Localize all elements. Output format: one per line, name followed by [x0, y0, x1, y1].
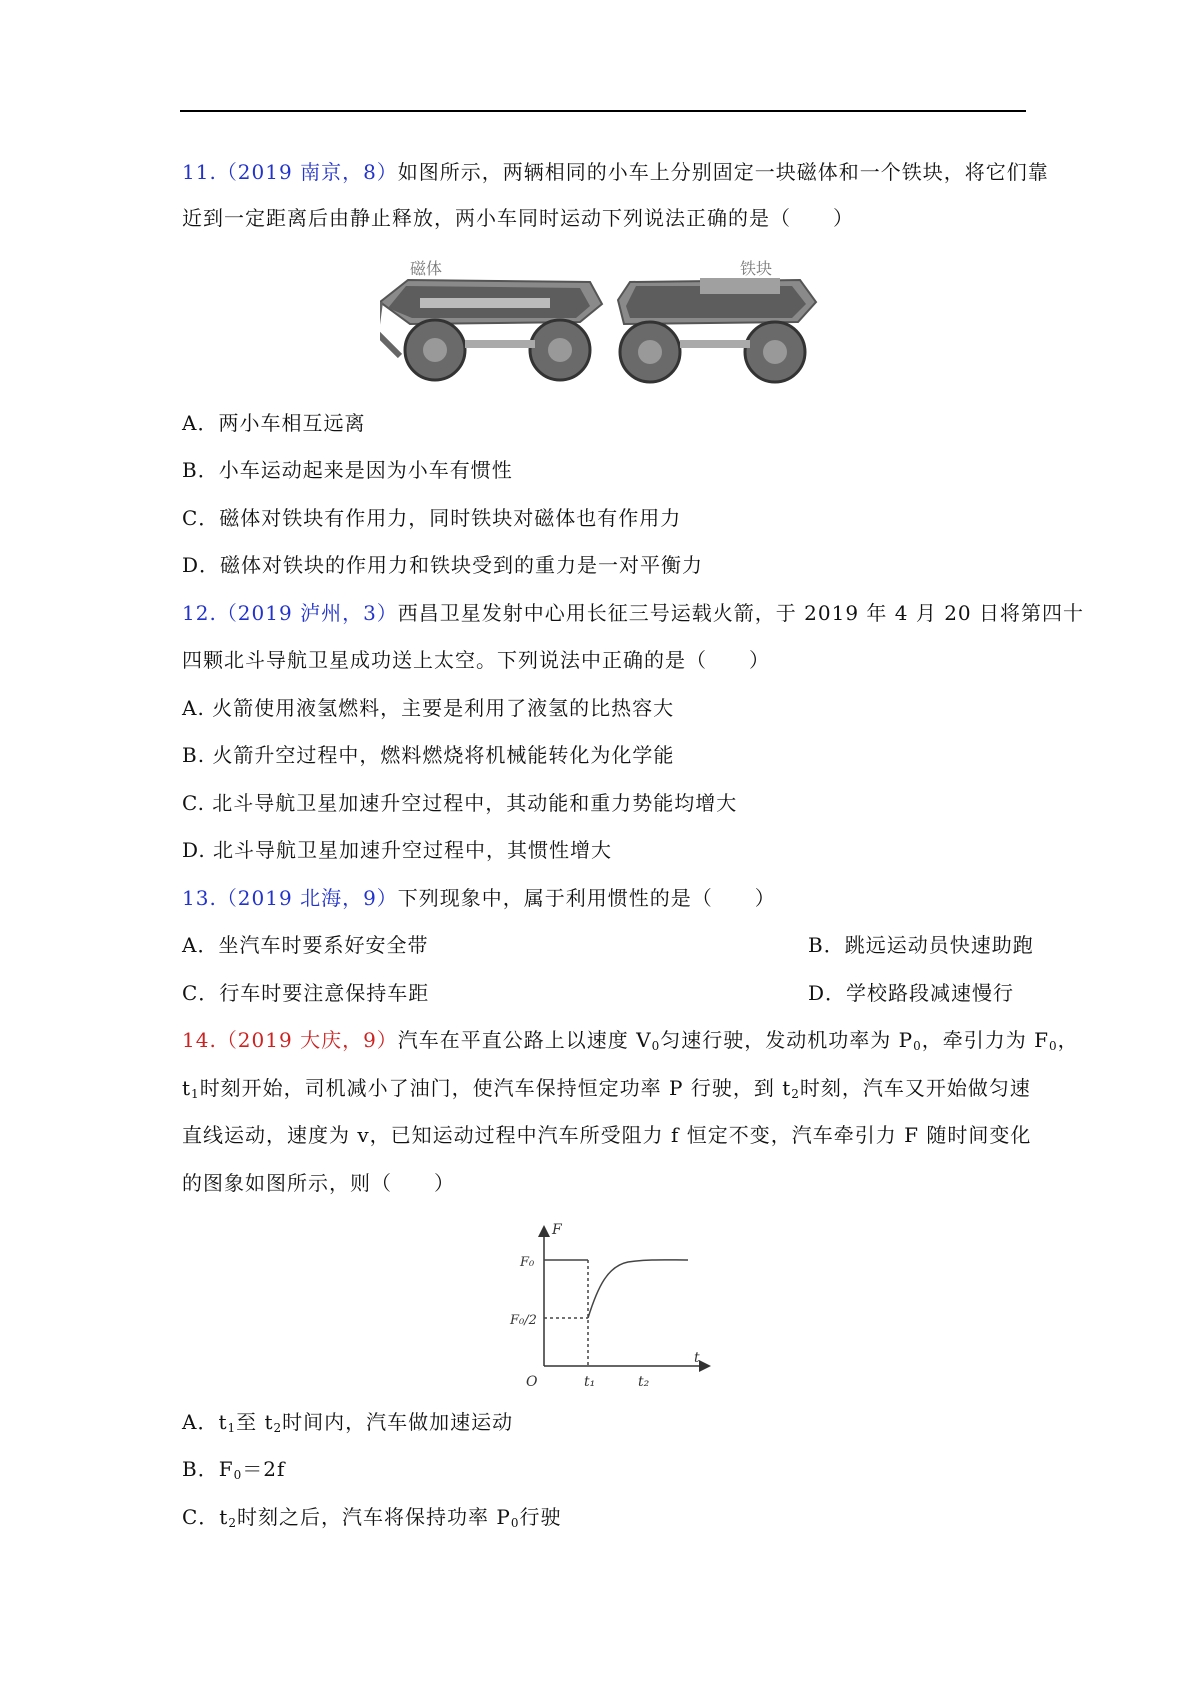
q14-text: 时刻，汽车又开始做匀速	[799, 1076, 1031, 1100]
q12-stem-line2: 四颗北斗导航卫星成功送上太空。下列说法中正确的是（ ）	[182, 648, 770, 672]
q11-number: 11.	[182, 160, 217, 184]
q12-stem-text1: 西昌卫星发射中心用长征三号运载火箭，于 2019 年 4 月 20 日将第四十	[397, 601, 1085, 625]
q13-stem-line	[182, 886, 776, 910]
q14-source: （2019 大庆，9）	[216, 1028, 398, 1052]
q12-option-d: D. 北斗导航卫星加速升空过程中，其惯性增大	[182, 838, 613, 862]
q14-text: 时间内，汽车做加速运动	[282, 1410, 514, 1434]
q13-option-b: B．跳远运动员快速助跑	[808, 933, 1034, 957]
q14-text: A．t	[182, 1410, 228, 1434]
q14-stem-line2	[182, 1076, 1031, 1106]
q11-option-c: C．磁体对铁块有作用力，同时铁块对磁体也有作用力	[182, 506, 682, 530]
q12-option-a: A. 火箭使用液氢燃料，主要是利用了液氢的比热容大	[182, 696, 675, 720]
graph-origin-label: O	[526, 1374, 538, 1390]
graph-y-tick-f0: F₀	[520, 1255, 535, 1270]
subscript: 2	[228, 1516, 237, 1530]
q14-text: ，牵引力为 F	[921, 1028, 1049, 1052]
q14-stem-line3: 直线运动，速度为 v，已知运动过程中汽车所受阻力 f 恒定不变，汽车牵引力 F 随时间变化	[182, 1123, 1032, 1147]
subscript: 0	[913, 1039, 922, 1053]
subscript: 0	[510, 1516, 520, 1530]
subscript: 0	[233, 1468, 243, 1482]
q13-options-row1	[182, 933, 1034, 957]
q14-text: 行驶	[519, 1505, 562, 1529]
q13-number: 13.	[182, 886, 217, 910]
q13-options-row2	[182, 981, 1015, 1005]
q14-text: ，	[1057, 1028, 1079, 1052]
q14-stem-line1	[182, 1028, 1079, 1058]
q14-option-b	[182, 1457, 285, 1487]
subscript: 1	[191, 1087, 200, 1101]
q14-text: 匀速行驶，发动机功率为 P	[660, 1028, 914, 1052]
q12-option-b: B. 火箭升空过程中，燃料燃烧将机械能转化为化学能	[182, 743, 675, 767]
subscript: 2	[273, 1421, 283, 1435]
q14-stem-line4: 的图象如图所示，则（ ）	[182, 1171, 455, 1195]
graph-x-tick-t2: t₂	[638, 1374, 650, 1390]
q11-label-magnet: 磁体	[410, 259, 443, 278]
q13-option-d: D．学校路段减速慢行	[808, 981, 1015, 1005]
q14-text: 至 t	[236, 1410, 274, 1434]
q12-option-c: C. 北斗导航卫星加速升空过程中，其动能和重力势能均增大	[182, 791, 738, 815]
subscript: 0	[1048, 1039, 1058, 1053]
q11-option-d: D．磁体对铁块的作用力和铁块受到的重力是一对平衡力	[182, 553, 704, 577]
graph-y-tick-f0-half: F₀/2	[510, 1313, 537, 1328]
q13-stem-text: 下列现象中，属于利用惯性的是（ ）	[397, 886, 776, 910]
header-rule	[180, 110, 1026, 112]
graph-x-tick-t1: t₁	[584, 1374, 596, 1390]
subscript: 1	[227, 1421, 237, 1435]
q13-source: （2019 北海，9）	[216, 886, 398, 910]
q14-text: C．t	[182, 1505, 229, 1529]
q14-option-c	[182, 1505, 561, 1535]
q14-text: 时刻之后，汽车将保持功率 P	[236, 1505, 511, 1529]
q11-stem-line2: 近到一定距离后由静止释放，两小车同时运动下列说法正确的是（ ）	[182, 206, 854, 230]
q11-figure-carts	[380, 252, 840, 388]
q11-option-b: B．小车运动起来是因为小车有惯性	[182, 458, 513, 482]
q14-text: t	[182, 1076, 192, 1100]
q11-stem-line1	[182, 160, 1049, 184]
q12-stem-line1	[182, 601, 1084, 625]
q13-option-c: C．行车时要注意保持车距	[182, 981, 430, 1005]
q11-option-a: A．两小车相互远离	[182, 411, 366, 435]
q11-source: （2019 南京，8）	[216, 160, 398, 184]
q14-text: B．F	[182, 1457, 234, 1481]
q14-text: 时刻开始，司机减小了油门，使汽车保持恒定功率 P 行驶，到 t	[199, 1076, 792, 1100]
q11-label-iron: 铁块	[740, 259, 773, 278]
q14-option-a	[182, 1410, 513, 1440]
q12-source: （2019 泸州，3）	[216, 601, 398, 625]
graph-y-axis-label: F	[552, 1222, 562, 1238]
q12-number: 12.	[182, 601, 217, 625]
q14-text: ＝2f	[242, 1457, 286, 1481]
subscript: 2	[791, 1087, 800, 1101]
q13-option-a: A．坐汽车时要系好安全带	[182, 933, 429, 957]
q11-stem-text1: 如图所示，两辆相同的小车上分别固定一块磁体和一个铁块，将它们靠	[397, 160, 1049, 184]
q14-number: 14.	[182, 1028, 217, 1052]
subscript: 0	[651, 1039, 661, 1053]
q14-force-time-graph	[508, 1216, 716, 1396]
graph-x-axis-label: t	[694, 1350, 700, 1366]
q14-text: 汽车在平直公路上以速度 V	[397, 1028, 652, 1052]
